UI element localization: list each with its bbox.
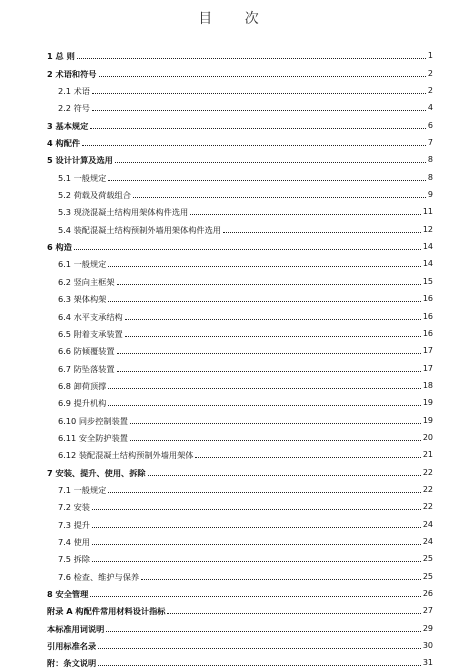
toc-entry: [47, 478, 433, 495]
dot-leader: [190, 214, 421, 215]
toc-entry-label: 6.12 装配混凝土结构预制外墙用架体: [58, 450, 194, 461]
toc-entry-label: 6.3 架体构架: [58, 294, 107, 305]
toc-entry-label: 7 安装、提升、使用、拆除: [47, 467, 146, 478]
toc-entry-label: 6.6 防倾覆装置: [58, 346, 115, 357]
toc-entry-label: 7.4 使用: [58, 536, 90, 547]
toc-entry: [47, 252, 433, 269]
toc-entry-page: 24: [422, 519, 433, 529]
toc-entry-page: 2: [427, 68, 433, 78]
toc-entry: [47, 599, 433, 616]
toc-entry-page: 29: [422, 623, 433, 633]
toc-entry-page: 21: [422, 450, 433, 460]
toc-entry-label: 6.8 卸荷顶撑: [58, 380, 107, 391]
toc-entry-page: 26: [422, 589, 433, 598]
toc-entry: [47, 183, 433, 200]
dot-leader: [167, 613, 420, 614]
dot-leader: [195, 457, 420, 458]
dot-leader: [90, 596, 421, 597]
dot-leader: [117, 284, 421, 285]
toc-entry: [47, 374, 433, 391]
toc-entry: [47, 391, 433, 408]
toc-entry: [47, 61, 433, 78]
dot-leader: [92, 93, 426, 94]
toc-entry-label: 6 构造: [47, 242, 72, 253]
toc-entry-page: 17: [422, 363, 433, 373]
toc-entry: [47, 200, 433, 217]
toc-entry: [47, 356, 433, 373]
dot-leader: [108, 388, 420, 389]
dot-leader: [108, 301, 420, 302]
toc-entry: [47, 634, 433, 651]
toc-entry: [47, 269, 433, 286]
toc-entry-page: 15: [422, 276, 433, 286]
toc-entry: [47, 235, 433, 252]
toc-entry-page: 9: [427, 190, 433, 200]
toc-entry-label: 7.2 安装: [58, 502, 90, 513]
dot-leader: [99, 76, 426, 77]
toc-entry-label: 7.1 一般规定: [58, 484, 107, 495]
toc-entry: [47, 408, 433, 425]
toc-entry-page: 6: [427, 120, 433, 130]
dot-leader: [133, 197, 426, 198]
toc-entry-page: 7: [427, 138, 433, 148]
page-title: 目 次: [198, 11, 273, 27]
dot-leader: [77, 58, 426, 59]
toc-entry-page: 20: [422, 432, 433, 442]
toc-entry: [47, 217, 433, 234]
toc-entry: [47, 530, 433, 547]
toc-entry-label: 5.4 装配混凝土结构预制外墙用架体构件选用: [58, 224, 221, 235]
toc-entry: [47, 131, 433, 148]
toc-entry-label: 附录 A 构配件常用材料设计指标: [47, 606, 166, 617]
toc-entry-page: 14: [422, 259, 433, 269]
toc-entry-page: 27: [422, 606, 433, 616]
toc-entry-page: 31: [422, 658, 433, 668]
toc-entry: [47, 495, 433, 512]
dot-leader: [74, 249, 421, 250]
toc-entry-label: 本标准用词说明: [47, 623, 105, 634]
toc-entry: [47, 512, 433, 529]
toc-entry: [47, 460, 433, 477]
toc-entry: [47, 304, 433, 321]
toc-entry: [47, 651, 433, 668]
toc-entry-page: 19: [422, 415, 433, 425]
dot-leader: [98, 665, 421, 666]
toc-entry-label: 4 构配件: [47, 138, 81, 149]
dot-leader: [106, 631, 420, 632]
dot-leader: [125, 336, 421, 337]
dot-leader: [130, 440, 421, 441]
toc-entry-page: 8: [427, 172, 433, 182]
toc-entry-page: 16: [422, 328, 433, 338]
toc-entry: [47, 564, 433, 581]
toc-entry-page: 16: [422, 311, 433, 321]
toc-entry-page: 22: [422, 467, 433, 477]
toc-entry: [47, 582, 433, 599]
dot-leader: [115, 162, 426, 163]
dot-leader: [108, 180, 426, 181]
toc-entry-label: 1 总 则: [47, 51, 75, 62]
toc-entry: [47, 322, 433, 339]
toc-entry-label: 8 安全管理: [47, 589, 89, 599]
toc-entry-label: 引用标准名录: [47, 641, 97, 652]
toc-entry-label: 5.1 一般规定: [58, 172, 107, 183]
dot-leader: [108, 405, 420, 406]
toc-entry-page: 24: [422, 536, 433, 546]
table-of-contents: [47, 44, 433, 668]
dot-leader: [90, 128, 426, 129]
toc-entry-page: 8: [427, 155, 433, 165]
toc-entry: [47, 339, 433, 356]
dot-leader: [108, 492, 420, 493]
toc-entry-page: 17: [422, 346, 433, 356]
toc-entry-label: 5 设计计算及选用: [47, 155, 113, 166]
dot-leader: [223, 232, 421, 233]
toc-entry: [47, 96, 433, 113]
toc-entry: [47, 148, 433, 165]
toc-entry-label: 2.1 术语: [58, 86, 90, 97]
dot-leader: [148, 475, 421, 476]
toc-entry-label: 6.2 竖向主框架: [58, 276, 115, 287]
toc-entry: [47, 113, 433, 130]
dot-leader: [98, 648, 421, 649]
toc-entry-label: 6.11 安全防护装置: [58, 432, 128, 443]
toc-entry: [47, 44, 433, 61]
toc-entry-page: 12: [422, 224, 433, 234]
dot-leader: [108, 266, 420, 267]
toc-entry-label: 6.4 水平支承结构: [58, 311, 123, 322]
dot-leader: [92, 527, 421, 528]
toc-entry: [47, 547, 433, 564]
dot-leader: [92, 110, 426, 111]
toc-entry-page: 22: [422, 484, 433, 494]
toc-entry-label: 6.9 提升机构: [58, 398, 107, 409]
dot-leader: [117, 353, 421, 354]
toc-entry-page: 11: [422, 207, 433, 217]
toc-entry-label: 3 基本规定: [47, 120, 89, 131]
dot-leader: [92, 561, 421, 562]
toc-entry-label: 5.3 现浇混凝土结构用架体构件选用: [58, 207, 189, 218]
toc-entry-label: 2 术语和符号: [47, 68, 97, 79]
toc-entry-label: 6.10 同步控制装置: [58, 415, 128, 426]
toc-entry-label: 附：条文说明: [47, 658, 97, 668]
dot-leader: [92, 509, 421, 510]
toc-entry-label: 7.5 拆除: [58, 554, 90, 565]
toc-entry-page: 18: [422, 380, 433, 390]
toc-entry-page: 4: [427, 103, 433, 113]
toc-entry-page: 16: [422, 294, 433, 304]
toc-entry-page: 1: [427, 51, 433, 61]
dot-leader: [130, 423, 421, 424]
dot-leader: [125, 319, 421, 320]
toc-entry-page: 25: [422, 571, 433, 581]
toc-entry-label: 2.2 符号: [58, 103, 90, 114]
toc-entry-page: 25: [422, 554, 433, 564]
toc-entry: [47, 165, 433, 182]
toc-entry-label: 6.7 防坠落装置: [58, 363, 115, 374]
dot-leader: [92, 544, 421, 545]
toc-entry-page: 30: [422, 641, 433, 651]
dot-leader: [141, 579, 421, 580]
toc-entry-page: 19: [422, 398, 433, 408]
toc-entry: [47, 616, 433, 633]
toc-entry-page: 22: [422, 502, 433, 512]
toc-entry: [47, 287, 433, 304]
dot-leader: [82, 145, 426, 146]
toc-entry-label: 6.1 一般规定: [58, 259, 107, 270]
toc-entry: [47, 79, 433, 96]
toc-entry-label: 7.3 提升: [58, 519, 90, 530]
toc-entry: [47, 443, 433, 460]
toc-entry-page: 14: [422, 242, 433, 252]
toc-entry-label: 5.2 荷载及荷载组合: [58, 190, 131, 201]
toc-entry-label: 7.6 检查、维护与保养: [58, 571, 140, 582]
dot-leader: [117, 371, 421, 372]
toc-entry-label: 6.5 附着支承装置: [58, 328, 123, 339]
toc-entry-page: 2: [427, 86, 433, 96]
toc-entry: [47, 426, 433, 443]
